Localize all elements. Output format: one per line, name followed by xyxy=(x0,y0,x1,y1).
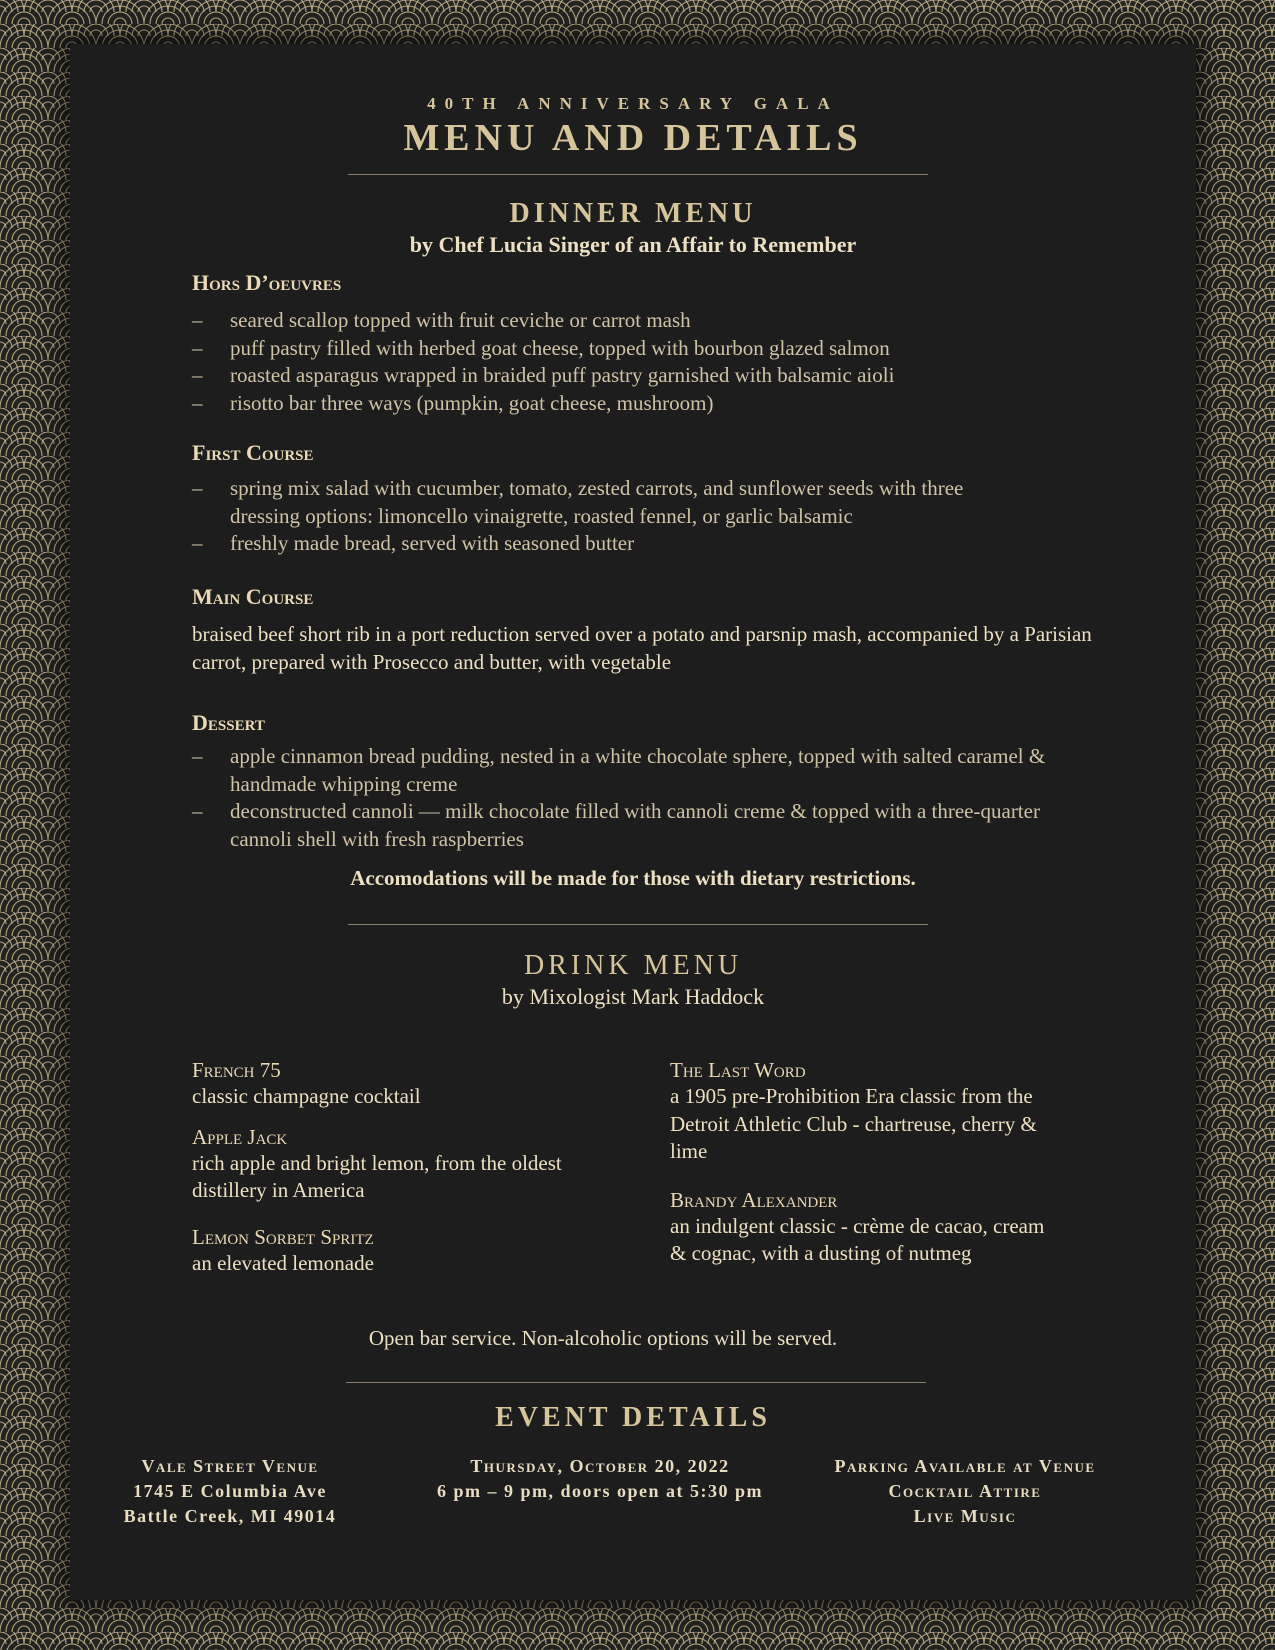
drink-description: a 1905 pre-Prohibition Era classic from the Detroit Athletic Club - chartreuse, cherry & lime xyxy=(670,1084,1037,1163)
dessert-heading: Dessert xyxy=(192,710,265,735)
divider xyxy=(348,174,928,175)
drink-name: French 75 xyxy=(192,1058,281,1082)
drink-description: an indulgent classic - crème de cacao, cream & cognac, with a dusting of nutmeg xyxy=(670,1213,1045,1265)
open-bar-note: Open bar service. Non-alcoholic options will be served. xyxy=(368,1326,838,1350)
dinner-menu-byline: by Chef Lucia Singer of an Affair to Remember xyxy=(409,232,857,257)
extras-block xyxy=(800,1454,1130,1529)
drink-item xyxy=(192,1058,592,1111)
divider xyxy=(348,924,928,925)
venue-block xyxy=(100,1454,360,1529)
drink-description: classic champagne cocktail xyxy=(192,1084,421,1108)
page-title: MENU AND DETAILS xyxy=(403,117,863,159)
drink-item xyxy=(670,1058,1050,1166)
dinner-menu-title: DINNER MENU xyxy=(509,198,757,229)
drink-name: Lemon Sorbet Spritz xyxy=(192,1224,374,1249)
drink-menu-title: DRINK MENU xyxy=(523,950,743,981)
event-hours: 6 pm – 9 pm, doors open at 5:30 pm xyxy=(436,1481,764,1501)
drink-description: an elevated lemonade xyxy=(192,1250,374,1275)
dietary-note: Accomodations will be made for those with dietary restrictions. xyxy=(350,866,916,890)
drink-menu-byline: by Mixologist Mark Haddock xyxy=(501,984,765,1009)
main-course-heading: Main Course xyxy=(192,584,314,609)
list-item: – freshly made bread, served with seasoned butter xyxy=(192,530,1022,558)
drink-name: Brandy Alexander xyxy=(670,1187,838,1212)
content-panel xyxy=(70,44,1196,1600)
list-item: – apple cinnamon bread pudding, nested in a white chocolate sphere, topped with salted caramel & handmade whipping creme xyxy=(192,743,1072,798)
list-item: – spring mix salad with cucumber, tomato, zested carrots, and sunflower seeds with three dressing options: limoncello vinaigrette, roasted fennel, or garlic balsamic xyxy=(192,475,1022,530)
music-info: Live Music xyxy=(913,1506,1017,1526)
event-eyebrow: 40TH ANNIVERSARY GALA xyxy=(427,94,839,113)
drink-name: The Last Word xyxy=(670,1058,806,1082)
parking-info: Parking Available at Venue xyxy=(834,1456,1096,1476)
drink-item xyxy=(670,1188,1050,1268)
list-item: – risotto bar three ways (pumpkin, goat cheese, mushroom) xyxy=(192,390,1092,418)
attire-info: Cocktail Attire xyxy=(888,1481,1042,1501)
drink-item xyxy=(192,1125,592,1205)
dessert-list xyxy=(192,743,1072,853)
drink-name: Apple Jack xyxy=(192,1124,288,1149)
divider xyxy=(346,1382,926,1383)
list-item: – deconstructed cannoli — milk chocolate filled with cannoli creme & topped with a three-quarter cannoli shell with fresh raspberries xyxy=(192,798,1072,853)
drink-description: rich apple and bright lemon, from the oldest distillery in America xyxy=(192,1150,562,1202)
first-course-list xyxy=(192,475,1022,558)
first-course-heading: First Course xyxy=(192,440,314,465)
event-details-title: EVENT DETAILS xyxy=(495,1402,771,1433)
drinks-left-column xyxy=(192,1058,592,1277)
list-item: – seared scallop topped with fruit ceviche or carrot mash xyxy=(192,307,1092,335)
list-item: – puff pastry filled with herbed goat cheese, topped with bourbon glazed salmon xyxy=(192,335,1092,363)
main-course-description: braised beef short rib in a port reduction served over a potato and parsnip mash, accompanied by a Parisian carrot, prepared with Prosecco and butter, with vegetable xyxy=(192,622,1092,674)
venue-street: 1745 E Columbia Ave xyxy=(133,1481,327,1501)
drink-item xyxy=(192,1225,592,1278)
hors-doeuvres-heading: Hors D’oeuvres xyxy=(192,270,342,295)
hors-doeuvres-list xyxy=(192,307,1092,417)
list-item: – roasted asparagus wrapped in braided puff pastry garnished with balsamic aioli xyxy=(192,362,1092,390)
venue-city: Battle Creek, MI 49014 xyxy=(123,1506,337,1526)
time-block xyxy=(390,1454,810,1504)
venue-name: Vale Street Venue xyxy=(141,1456,319,1476)
event-date: Thursday, October 20, 2022 xyxy=(470,1456,730,1476)
drinks-right-column xyxy=(670,1058,1050,1268)
